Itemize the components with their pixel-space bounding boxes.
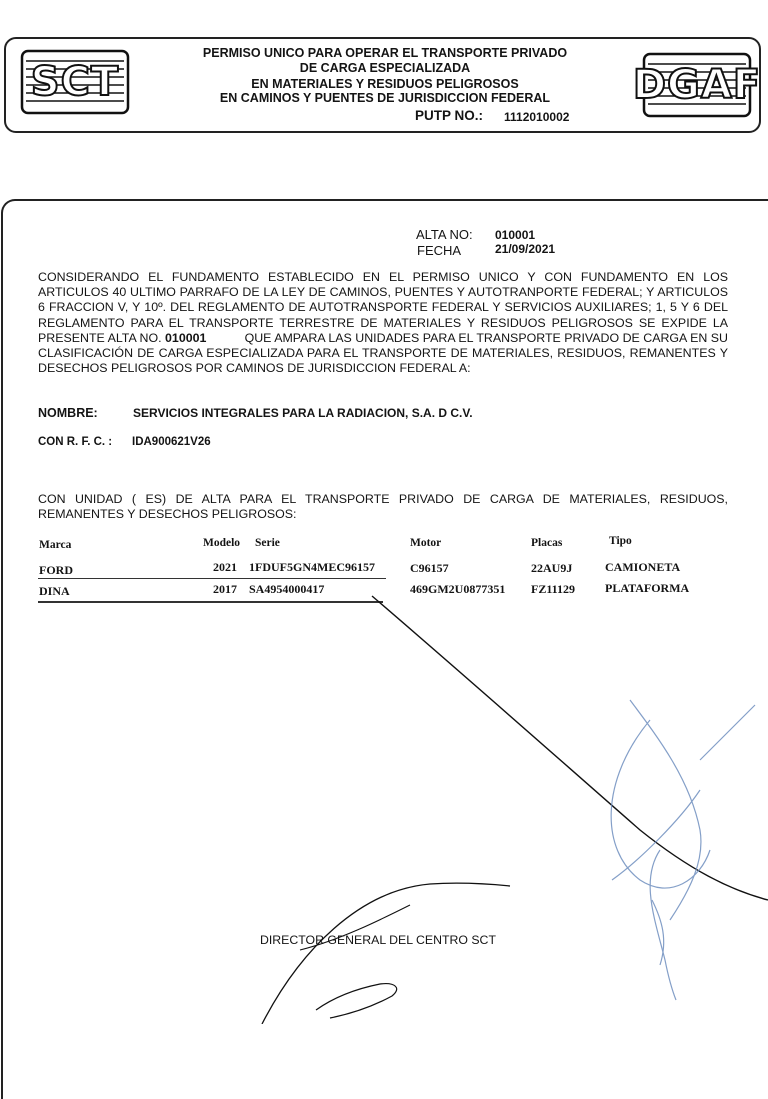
- table-row-divider: [38, 578, 386, 579]
- alta-label: ALTA NO:: [416, 227, 473, 242]
- considerando-alta-number: 010001: [165, 330, 207, 345]
- row-2-modelo: 2017: [213, 582, 237, 596]
- rfc-label: CON R. F. C. :: [38, 436, 113, 448]
- header-title-line-3: EN MATERIALES Y RESIDUOS PELIGROSOS: [251, 77, 519, 91]
- table-bottom-rule: [38, 601, 383, 603]
- signer-title: DIRECTOR GENERAL DEL CENTRO SCT: [260, 933, 496, 947]
- fecha-value: 21/09/2021: [495, 242, 556, 256]
- row-1-placas: 22AU9J: [531, 561, 573, 575]
- considerando-text-after: QUE AMPARA LAS UNIDADES PARA EL TRANSPORTE PRIVADO DE CARGA EN SU CLASIFICACIÓN DE CARGA ESPECIALIZADA PARA EL TRANSPORTE DE MATERIALES, RESIDUOS, REMANENTES Y DESECHOS PELIGROSOS POR CAMINOS DE JURISDICCION FEDERAL A:: [38, 330, 728, 376]
- row-2-motor: 469GM2U0877351: [410, 582, 506, 596]
- sct-logo: [20, 49, 130, 115]
- col-header-serie: Serie: [255, 537, 280, 549]
- rfc-value: IDA900621V26: [132, 436, 211, 448]
- col-header-placas: Placas: [531, 537, 563, 549]
- row-2-marca: DINA: [39, 584, 70, 598]
- row-1-motor: C96157: [410, 561, 449, 575]
- alta-number: 010001: [495, 228, 536, 242]
- nombre-value: SERVICIOS INTEGRALES PARA LA RADIACION, S.A. D C.V.: [133, 406, 473, 420]
- row-1-serie: 1FDUF5GN4MEC96157: [249, 560, 375, 574]
- putp-number: 1112010002: [504, 110, 570, 124]
- putp-label: PUTP NO.:: [415, 108, 484, 123]
- col-header-marca: Marca: [39, 539, 72, 551]
- dgaf-logo-text: DGAF: [632, 62, 762, 108]
- unidades-paragraph: CON UNIDAD ( ES) DE ALTA PARA EL TRANSPORTE PRIVADO DE CARGA DE MATERIALES, RESIDUOS, REMANENTES Y DESECHOS PELIGROSOS:: [38, 492, 728, 522]
- considerando-paragraph: [38, 270, 728, 376]
- col-header-modelo: Modelo: [203, 537, 241, 549]
- row-1-modelo: 2021: [213, 560, 237, 574]
- fecha-label: FECHA: [417, 243, 462, 258]
- dgaf-logo: [632, 52, 762, 118]
- row-2-placas: FZ11129: [531, 582, 576, 596]
- row-1-marca: FORD: [39, 563, 73, 577]
- nombre-label: NOMBRE:: [38, 406, 98, 420]
- row-2-tipo: PLATAFORMA: [605, 581, 690, 595]
- header-title-line-1: PERMISO UNICO PARA OPERAR EL TRANSPORTE PRIVADO: [202, 46, 568, 60]
- header-title-line-2: DE CARGA ESPECIALIZADA: [299, 61, 471, 75]
- considerando-text-before: CONSIDERANDO EL FUNDAMENTO ESTABLECIDO EN EL PERMISO UNICO Y CON FUNDAMENTO EN LOS ARTICULOS 40 ULTIMO PARRAFO DE LA LEY DE CAMINOS, PUENTES Y AUTOTRANPORTE FEDERAL; Y ARTICULOS 6 FRACCION V, Y 10º. DEL REGLAMENTO DE AUTOTRANSPORTE FEDERAL Y SERVICIOS AUXILIARES; 1, 5 Y 6 DEL REGLAMENTO PARA EL TRANSPORTE TERRESTRE DE MATERIALES Y RESIDUOS PELIGROSOS SE EXPIDE LA PRESENTE ALTA NO.: [38, 270, 728, 345]
- row-1-tipo: CAMIONETA: [605, 560, 681, 574]
- sct-logo-text: SCT: [30, 59, 120, 105]
- row-2-serie: SA4954000417: [249, 582, 325, 596]
- header-title-line-4: EN CAMINOS Y PUENTES DE JURISDICCION FEDERAL: [219, 91, 551, 105]
- col-header-motor: Motor: [410, 537, 442, 549]
- col-header-tipo: Tipo: [609, 535, 632, 547]
